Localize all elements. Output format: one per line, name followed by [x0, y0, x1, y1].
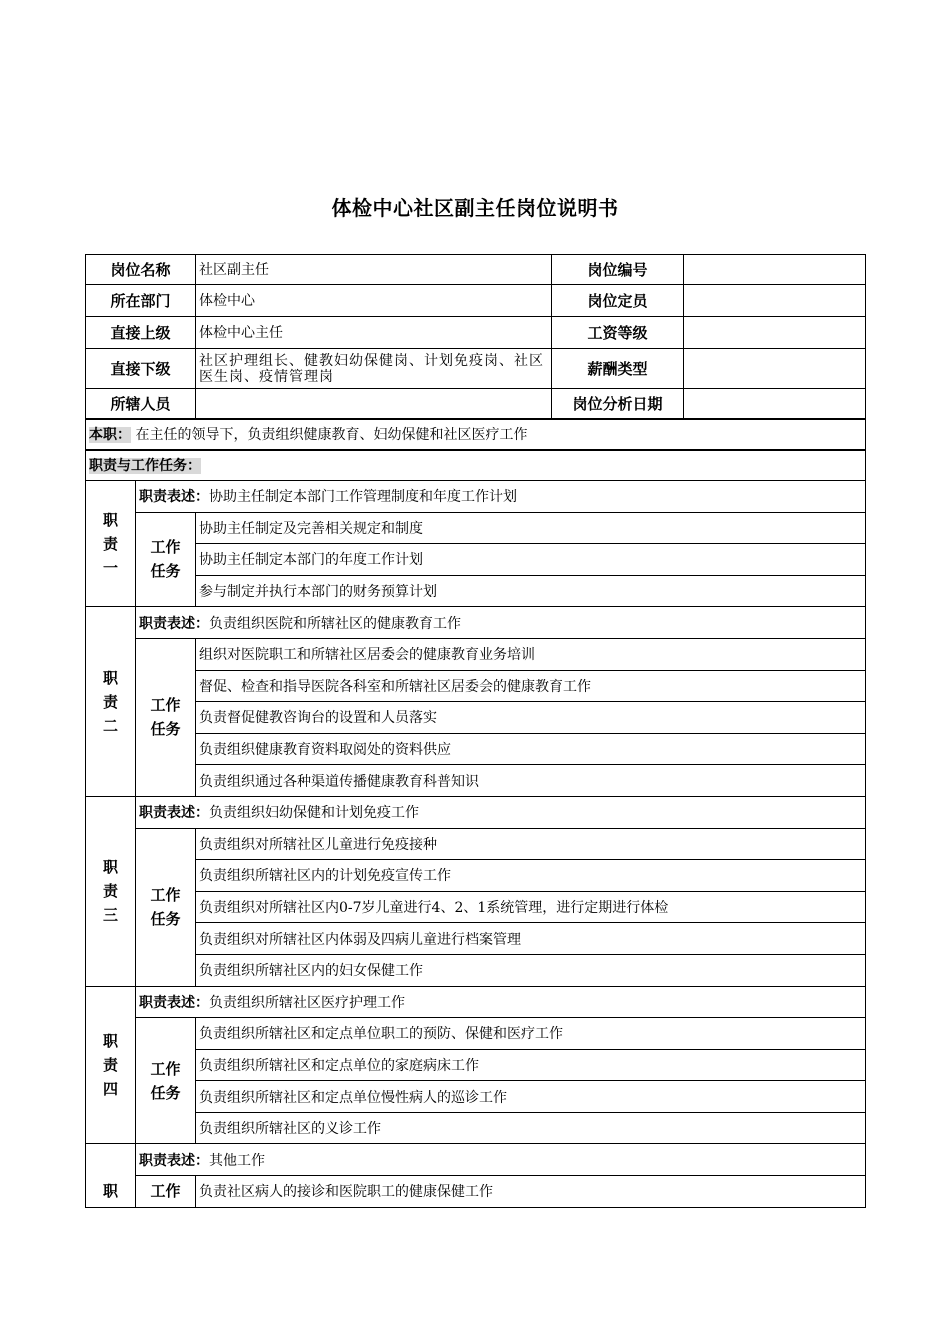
duty-task-row — [86, 544, 866, 576]
task-label-line: 工作 — [150, 538, 181, 557]
duty-task-cell: 协助主任制定本部门的年度工作计划 — [196, 544, 866, 576]
task-label — [136, 1176, 196, 1208]
task-label-line: 任务 — [150, 562, 181, 581]
duty-task-cell: 负责督促健教咨询台的设置和人员落实 — [196, 702, 866, 734]
info-row — [86, 285, 866, 317]
info-label: 直接下级 — [86, 349, 196, 389]
duty-task-cell: 负责组织对所辖社区儿童进行免疫接种 — [196, 828, 866, 860]
info-value — [684, 255, 866, 285]
duty-statement-text: 负责组织医院和所辖社区的健康教育工作 — [209, 615, 461, 632]
task-label-line: 工作 — [150, 886, 181, 905]
summary-text: 在主任的领导下，负责组织健康教育、妇幼保健和社区医疗工作 — [135, 427, 528, 443]
duty-task-cell: 协助主任制定及完善相关规定和制度 — [196, 512, 866, 544]
duty-label-char: 四 — [102, 1079, 118, 1098]
duty-label-char: 责 — [102, 534, 118, 553]
duty-statement-text: 其他工作 — [209, 1152, 265, 1169]
duty-task-row — [86, 1176, 866, 1208]
task-label — [136, 828, 196, 986]
task-label-line: 工作 — [150, 1182, 181, 1201]
task-label-line: 工作 — [150, 696, 181, 715]
task-label — [136, 512, 196, 607]
duty-statement-label: 职责表述： — [139, 1152, 209, 1169]
duties-heading: 职责与工作任务： — [89, 458, 201, 475]
info-label: 工资等级 — [552, 317, 684, 349]
duty-label-char: 二 — [102, 716, 118, 735]
info-value — [684, 389, 866, 419]
info-label: 所辖人员 — [86, 389, 196, 419]
duty-task-row — [86, 1081, 866, 1113]
job-description-table — [85, 254, 866, 1208]
info-value — [684, 285, 866, 317]
info-label: 岗位编号 — [552, 255, 684, 285]
info-label: 所在部门 — [86, 285, 196, 317]
duty-statement-cell — [136, 986, 866, 1018]
info-value: 体检中心主任 — [196, 317, 552, 349]
info-value: 体检中心 — [196, 285, 552, 317]
info-value — [684, 317, 866, 349]
duty-task-row — [86, 512, 866, 544]
task-label-line: 工作 — [150, 1059, 181, 1078]
duty-task-row — [86, 575, 866, 607]
duty-label-char: 责 — [102, 882, 118, 901]
duty-label — [86, 1144, 136, 1207]
duty-label-char: 职 — [102, 1031, 118, 1050]
duty-label-char: 责 — [102, 692, 118, 711]
duty-task-cell: 负责组织所辖社区的义诊工作 — [196, 1112, 866, 1144]
duties-heading-cell — [86, 450, 866, 481]
info-label: 薪酬类型 — [552, 349, 684, 389]
duty-task-cell: 参与制定并执行本部门的财务预算计划 — [196, 575, 866, 607]
duty-statement-row — [86, 986, 866, 1018]
duty-statement-label: 职责表述： — [139, 615, 209, 632]
duty-label-char: 责 — [102, 1055, 118, 1074]
summary-label: 本职： — [89, 427, 131, 443]
duty-statement-row — [86, 481, 866, 513]
duty-label-char: 三 — [102, 906, 118, 925]
duty-task-row — [86, 954, 866, 986]
info-row — [86, 349, 866, 389]
task-label-line: 任务 — [150, 910, 181, 929]
duty-label — [86, 607, 136, 797]
duty-task-row — [86, 702, 866, 734]
duties-heading-row — [86, 450, 866, 481]
summary-row — [86, 419, 866, 450]
duty-task-cell: 负责组织所辖社区和定点单位职工的预防、保健和医疗工作 — [196, 1018, 866, 1050]
task-label-line: 任务 — [150, 1083, 181, 1102]
duty-task-cell: 督促、检查和指导医院各科室和所辖社区居委会的健康教育工作 — [196, 670, 866, 702]
duty-statement-cell — [136, 481, 866, 513]
duty-statement-label: 职责表述： — [139, 994, 209, 1011]
duty-task-row — [86, 733, 866, 765]
duty-task-cell: 组织对医院职工和所辖社区居委会的健康教育业务培训 — [196, 638, 866, 670]
info-row — [86, 255, 866, 285]
duty-label — [86, 796, 136, 986]
duty-statement-label: 职责表述： — [139, 805, 209, 822]
info-label: 岗位名称 — [86, 255, 196, 285]
info-row — [86, 389, 866, 419]
duty-task-row — [86, 828, 866, 860]
duty-statement-label: 职责表述： — [139, 489, 209, 506]
duty-task-cell: 负责组织对所辖社区内体弱及四病儿童进行档案管理 — [196, 923, 866, 955]
info-label: 岗位分析日期 — [552, 389, 684, 419]
duty-task-cell: 负责组织所辖社区内的妇女保健工作 — [196, 954, 866, 986]
duty-statement-text: 负责组织所辖社区医疗护理工作 — [209, 994, 405, 1011]
info-value — [684, 349, 866, 389]
duty-task-cell: 负责组织所辖社区和定点单位的家庭病床工作 — [196, 1049, 866, 1081]
duty-label-char: 职 — [102, 858, 118, 877]
page-title: 体检中心社区副主任岗位说明书 — [331, 196, 619, 220]
info-value — [196, 389, 552, 419]
duty-statement-cell — [136, 796, 866, 828]
duty-task-row — [86, 923, 866, 955]
duty-task-cell: 负责组织所辖社区和定点单位慢性病人的巡诊工作 — [196, 1081, 866, 1113]
task-label — [136, 1018, 196, 1144]
task-label-line: 任务 — [150, 720, 181, 739]
summary-cell — [86, 419, 866, 450]
duty-task-row — [86, 638, 866, 670]
duty-task-row — [86, 860, 866, 892]
duty-label-char: 职 — [102, 510, 118, 529]
duty-statement-text: 负责组织妇幼保健和计划免疫工作 — [209, 805, 419, 822]
duty-label-char: 职 — [102, 1181, 118, 1200]
info-value: 社区护理组长、健教妇幼保健岗、计划免疫岗、社区医生岗、疫情管理岗 — [196, 349, 552, 389]
info-value: 社区副主任 — [196, 255, 552, 285]
duty-task-cell: 负责组织健康教育资料取阅处的资料供应 — [196, 733, 866, 765]
duty-task-cell: 负责组织所辖社区内的计划免疫宣传工作 — [196, 860, 866, 892]
duty-task-cell: 负责社区病人的接诊和医院职工的健康保健工作 — [196, 1176, 866, 1208]
duty-label — [86, 986, 136, 1144]
duty-statement-row — [86, 1144, 866, 1176]
duty-task-row — [86, 670, 866, 702]
duty-task-cell: 负责组织对所辖社区内0-7岁儿童进行4、2、1系统管理，进行定期进行体检 — [196, 891, 866, 923]
duty-task-row — [86, 1112, 866, 1144]
duty-task-cell: 负责组织通过各种渠道传播健康教育科普知识 — [196, 765, 866, 797]
info-label: 岗位定员 — [552, 285, 684, 317]
duty-task-row — [86, 765, 866, 797]
duty-task-row — [86, 1018, 866, 1050]
duty-statement-text: 协助主任制定本部门工作管理制度和年度工作计划 — [209, 489, 517, 506]
duty-task-row — [86, 891, 866, 923]
duty-statement-cell — [136, 607, 866, 639]
info-row — [86, 317, 866, 349]
duty-label — [86, 481, 136, 607]
duty-statement-cell — [136, 1144, 866, 1176]
duty-task-row — [86, 1049, 866, 1081]
duty-label-char: 职 — [102, 668, 118, 687]
task-label — [136, 638, 196, 796]
info-label: 直接上级 — [86, 317, 196, 349]
duty-statement-row — [86, 796, 866, 828]
duty-label-char: 一 — [102, 558, 118, 577]
duty-statement-row — [86, 607, 866, 639]
